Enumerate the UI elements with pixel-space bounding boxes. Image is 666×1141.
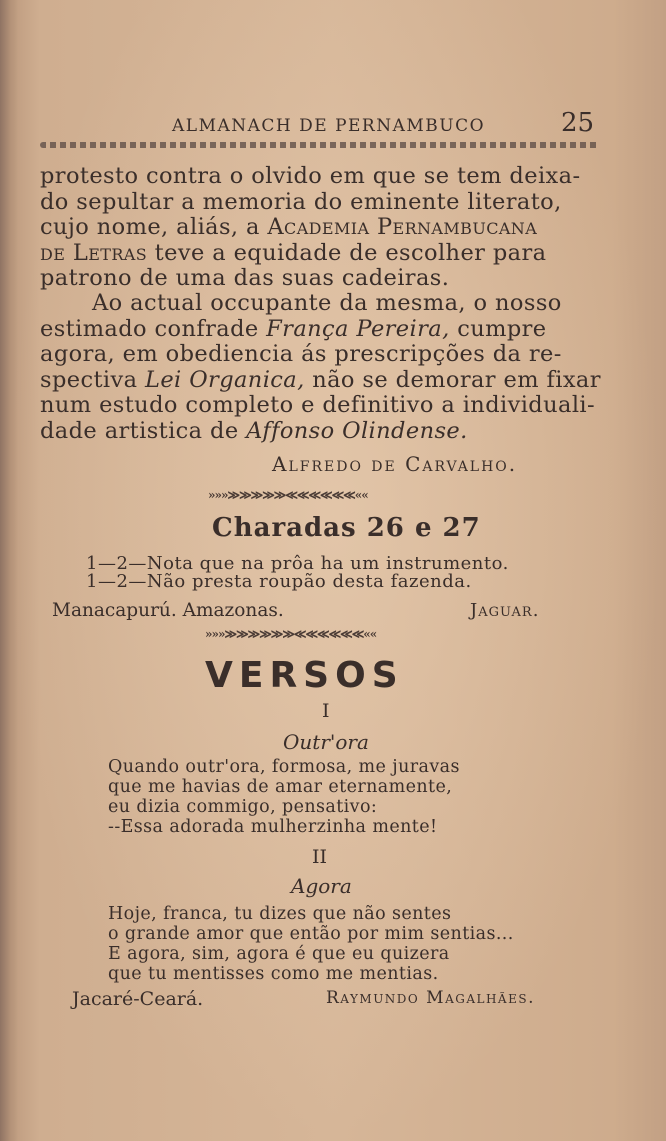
text-line: Ao actual occupante da mesma, o nosso — [92, 290, 562, 316]
poem-part-title: Agora — [291, 874, 352, 898]
text-line: protesto contra o olvido em que se tem deixa- — [40, 163, 581, 189]
paragraph-2 — [40, 291, 600, 444]
ornamental-divider: »»»≫≫≫≫≫≫≪≪≪≪≪≪«« — [205, 627, 377, 641]
text-line: agora, em obediencia ás prescripções da re- — [40, 341, 562, 367]
text-line: patrono de uma das suas cadeiras. — [40, 265, 450, 291]
verse-line: Hoje, franca, tu dizes que não sentes — [108, 904, 452, 924]
versos-author: Raymundo Magalhães. — [326, 988, 535, 1008]
charada-line: 1—2—Não presta roupão desta fazenda. — [86, 571, 472, 592]
article-signature: Alfredo de Carvalho. — [272, 452, 518, 476]
header-rule — [40, 142, 600, 148]
text-line: do sepultar a memoria do eminente literato, — [40, 188, 562, 215]
verse-line: que tu mentisses como me mentias. — [108, 964, 439, 984]
poem-part-title: Outr'ora — [283, 730, 369, 754]
person-name: França Pereira, — [266, 315, 450, 342]
charadas-place: Manacapurú. Amazonas. — [52, 600, 284, 621]
text-line: dade artistica de Affonso Olindense. — [40, 417, 468, 444]
book-spine-edge — [0, 0, 18, 1141]
verse-line: o grande amor que então por mim sentias... — [108, 924, 514, 944]
poem-part-numeral: II — [312, 846, 328, 868]
verse-line: eu dizia commigo, pensativo: — [108, 797, 378, 817]
header-title: ALMANACH DE PERNAMBUCO — [172, 116, 486, 136]
text-line: spectiva Lei Organica, não se demorar em fixar — [40, 366, 601, 393]
text-line: de Letras teve a equidade de escolher para — [40, 239, 547, 266]
verse-line: --Essa adorada mulherzinha mente! — [108, 817, 438, 837]
verse-line: E agora, sim, agora é que eu quizera — [108, 944, 450, 964]
law-name: Lei Organica, — [144, 366, 305, 393]
versos-place: Jacaré-Ceará. — [72, 988, 204, 1010]
versos-title: VERSOS — [205, 655, 404, 696]
verse-line: que me havias de amar eternamente, — [108, 777, 453, 797]
running-header — [0, 108, 666, 138]
person-name: Affonso Olindense. — [246, 417, 468, 444]
text-line: cujo nome, aliás, a Academia Pernambucana — [40, 214, 538, 240]
text-line: estimado confrade França Pereira, cumpre — [40, 315, 547, 342]
text-line: num estudo completo e definitivo a individuali- — [40, 392, 596, 418]
poem-part-numeral: I — [322, 700, 330, 722]
verse-line: Quando outr'ora, formosa, me juravas — [108, 757, 460, 777]
charada-line: 1—2—Nota que na prôa ha um instrumento. — [86, 553, 509, 574]
ornamental-divider: »»»≫≫≫≫≫≪≪≪≪≪≪«« — [208, 488, 368, 502]
paragraph-1 — [40, 164, 600, 292]
charadas-title: Charadas 26 e 27 — [212, 513, 481, 543]
page-number: 25 — [561, 108, 595, 138]
academy-name-cont: de Letras — [40, 239, 148, 266]
academy-name: Academia Pernambucana — [267, 214, 538, 240]
charadas-author: Jaguar. — [470, 600, 540, 621]
